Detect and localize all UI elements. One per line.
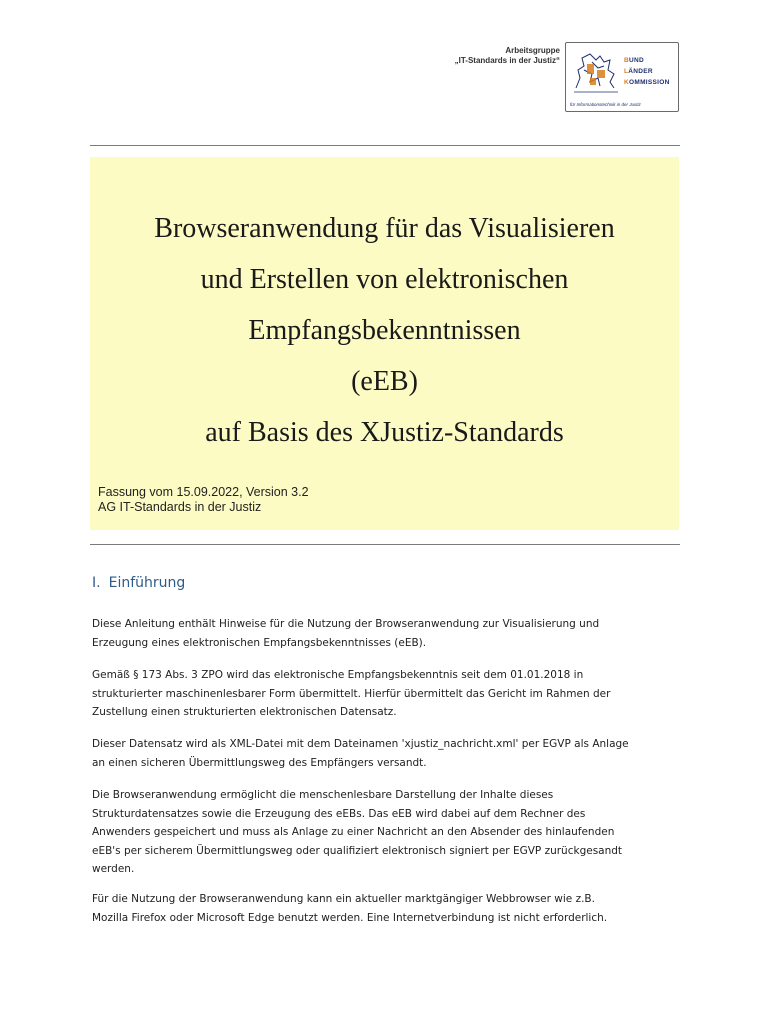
paragraph-line: Strukturdatensatzes sowie die Erzeugung des eEBs. Das eEB wird dabei auf dem Rechner des (92, 807, 586, 820)
section-title: Einführung (108, 575, 186, 591)
title-line-5: auf Basis des XJustiz-Standards (205, 417, 564, 448)
logo-wordmark: BUND LÄNDER KOMMISSION (624, 57, 670, 86)
paragraph-line: Diese Anleitung enthält Hinweise für die Nutzung der Browseranwendung zur Visualisierung und (92, 618, 600, 630)
bottom-divider (90, 544, 680, 545)
paragraph-line: Die Browseranwendung ermöglicht die menschenlesbare Darstellung der Inhalte dieses (92, 789, 554, 801)
document-title (90, 203, 679, 458)
section-number: I. (92, 575, 101, 591)
section-heading (92, 575, 185, 591)
title-line-2: und Erstellen von elektronischen (200, 264, 569, 295)
paragraph (92, 890, 682, 927)
paragraph-line: an einen sicheren Übermittlungsweg des Empfängers versandt. (92, 756, 427, 769)
eagle-emblem-icon (570, 48, 622, 96)
paragraph-line: Gemäß § 173 Abs. 3 ZPO wird das elektronische Empfangsbekenntnis seit dem 01.01.2018 in (92, 669, 584, 681)
author-line: AG IT-Standards in der Justiz (98, 500, 262, 514)
version-line: Fassung vom 15.09.2022, Version 3.2 (98, 485, 309, 499)
title-line-3: Empfangsbekenntnissen (248, 315, 521, 346)
paragraph (92, 786, 682, 879)
logo-tagline: für Informationstechnik in der Justiz (570, 102, 641, 107)
paragraph-line: Für die Nutzung der Browseranwendung kann ein aktueller marktgängiger Webbrowser wie z.B. (92, 893, 595, 905)
paragraph-line: Zustellung einen strukturierten elektronischen Datensatz. (92, 706, 397, 718)
paragraph (92, 615, 682, 652)
version-info (98, 485, 309, 515)
top-divider (90, 145, 680, 146)
title-line-1: Browseranwendung für das Visualisieren (154, 213, 615, 244)
title-line-4: (eEB) (351, 366, 418, 397)
paragraph-line: strukturierter maschinenlesbarer Form übermittelt. Hierfür übermittelt das Gericht im Rahmen der (92, 687, 611, 700)
bund-laender-kommission-logo (565, 42, 679, 112)
paragraph-line: Anwenders gespeichert und muss als Anlage zu einer Nachricht an den Absender des hinlaufenden (92, 826, 615, 838)
paragraph-line: Mozilla Firefox oder Microsoft Edge benutzt werden. Eine Internetverbindung ist nicht erforderlich. (92, 911, 608, 924)
paragraph-line: Dieser Datensatz wird als XML-Datei mit dem Dateinamen 'xjustiz_nachricht.xml' per EGVP als Anlage (92, 738, 629, 750)
paragraph (92, 666, 682, 722)
paragraph-line: werden. (92, 863, 135, 875)
paragraph (92, 735, 682, 772)
paragraph-line: Erzeugung eines elektronischen Empfangsbekenntnisses (eEB). (92, 636, 427, 649)
title-block (90, 157, 679, 530)
paragraph-line: eEB's per sicherem Übermittlungsweg oder qualifiziert elektronisch signiert per EGVP zurückgesandt (92, 844, 623, 857)
working-group-line1: Arbeitsgruppe (505, 46, 560, 55)
working-group-line2: „IT-Standards in der Justiz“ (454, 56, 560, 65)
working-group-label (420, 46, 560, 66)
